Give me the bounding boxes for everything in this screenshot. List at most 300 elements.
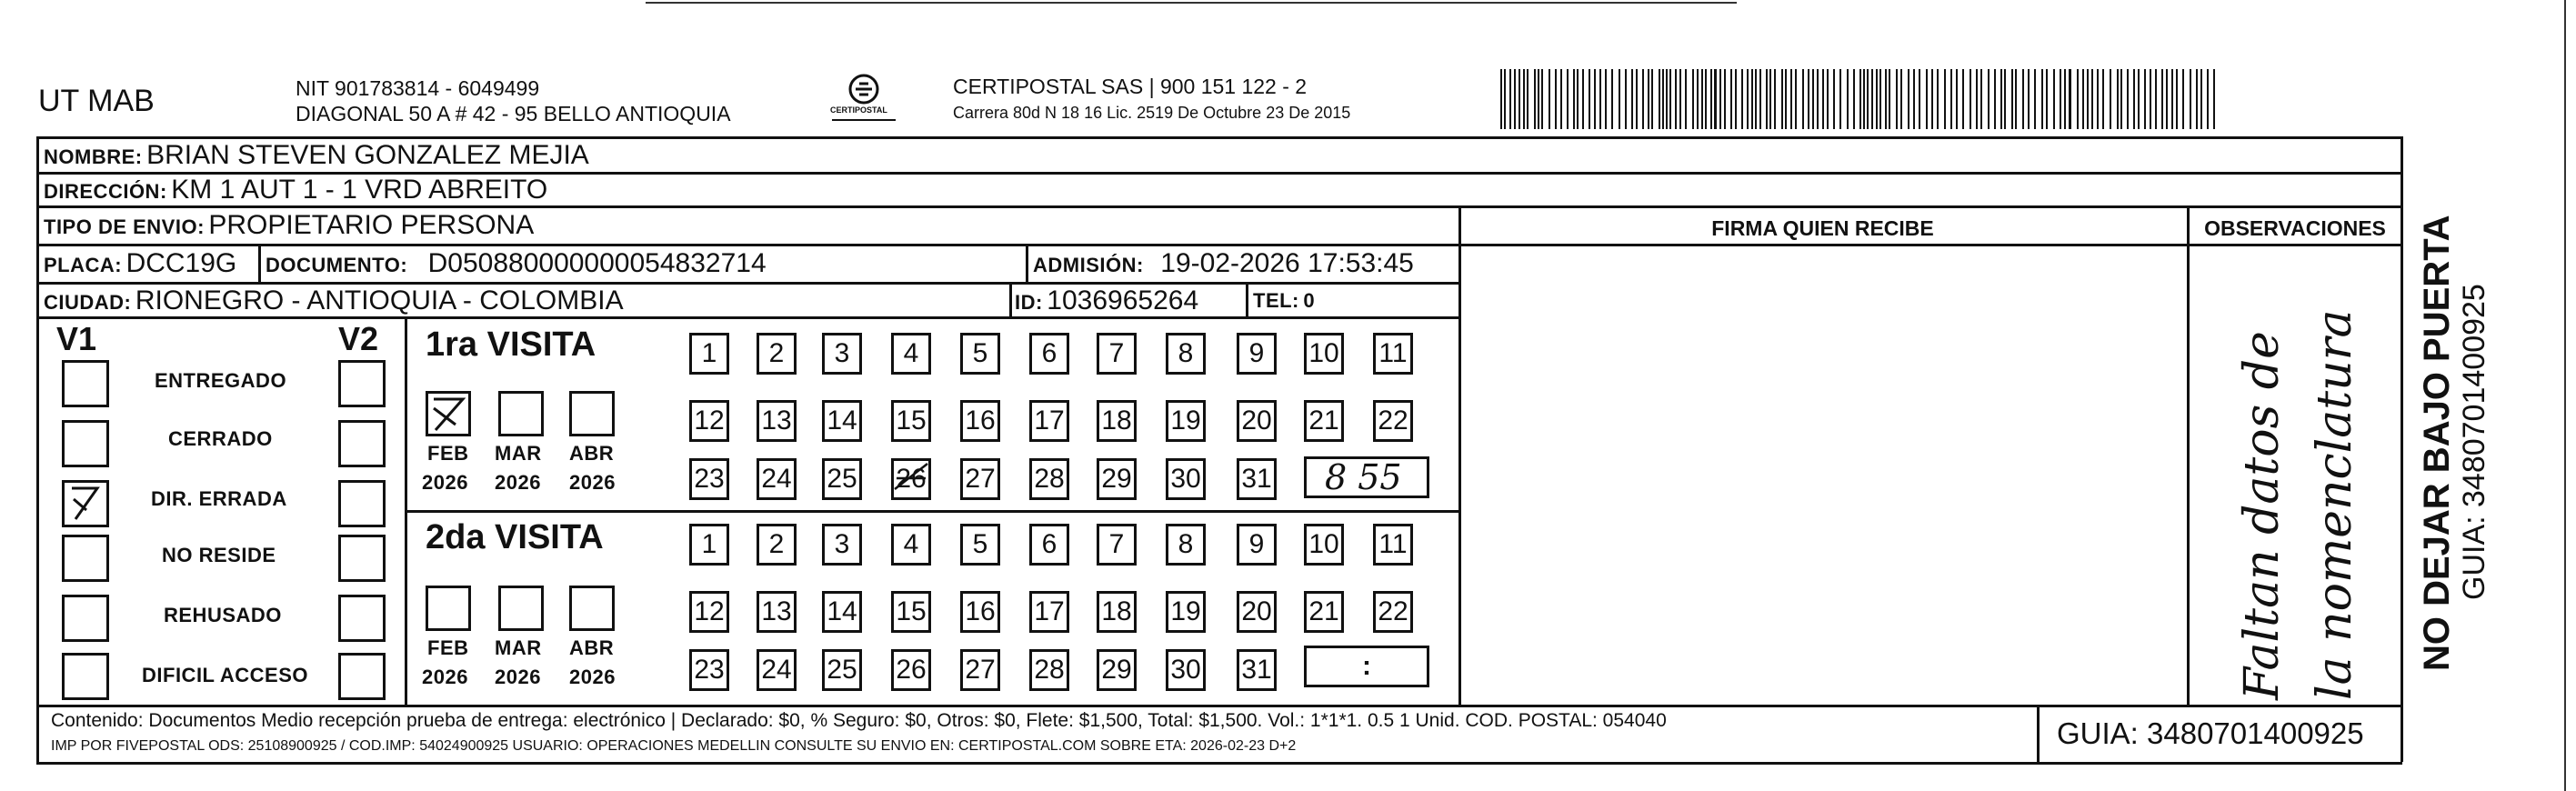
visita1-day-box[interactable]: 29 [1097, 458, 1137, 500]
visita2-day-box[interactable]: 30 [1166, 649, 1206, 691]
barcode-bar [1666, 69, 1668, 129]
barcode-bar [2176, 69, 2178, 129]
barcode-bar [1741, 69, 1743, 129]
ciudad-value: RIONEGRO - ANTIOQUIA - COLOMBIA [135, 285, 624, 315]
visita1-day-box[interactable]: 12 [689, 400, 729, 442]
side-no-dejar: NO DEJAR BAJO PUERTA [2417, 215, 2457, 671]
barcode-bar [1867, 69, 1869, 129]
barcode-bar [2200, 69, 2202, 129]
visita2-checkbox-mar[interactable] [498, 586, 544, 631]
id-label: ID: [1015, 291, 1043, 314]
status-label-no-reside: NO RESIDE [162, 544, 276, 566]
observaciones-label: OBSERVACIONES [2204, 216, 2386, 240]
barcode-bar [2087, 69, 2089, 129]
barcode-bar [1500, 69, 1502, 129]
visita2-day-box[interactable]: 3 [822, 524, 862, 566]
visita2-day-box[interactable]: 9 [1237, 524, 1277, 566]
tipo-envio-value: PROPIETARIO PERSONA [208, 210, 535, 240]
visita2-day-box[interactable]: 15 [891, 591, 931, 633]
visita2-day-box[interactable]: 1 [689, 524, 729, 566]
barcode-bar [1956, 69, 1958, 129]
visita2-day-box[interactable]: 28 [1029, 649, 1069, 691]
v2-checkbox-dir-errada[interactable] [338, 480, 386, 527]
barcode-bar [2196, 69, 2198, 129]
visita1-day-box[interactable]: 25 [822, 458, 862, 500]
status-label-entregado: ENTREGADO [155, 369, 287, 392]
nombre-value: BRIAN STEVEN GONZALEZ MEJIA [146, 140, 589, 170]
status-label-dificil-acceso: DIFICIL ACCESO [142, 664, 309, 686]
documento-label: DOCUMENTO: [266, 254, 408, 276]
visita2-year-abr: 2026 [569, 666, 616, 688]
placa-value: DCC19G [125, 248, 237, 278]
visita2-time-box[interactable] [1304, 646, 1429, 687]
visita2-month-mar: MAR [495, 636, 542, 659]
barcode-bar [1847, 69, 1849, 129]
v2-checkbox-no-reside[interactable] [338, 535, 386, 582]
visita1-day-box[interactable]: 23 [689, 458, 729, 500]
barcode-bar [1636, 69, 1638, 129]
barcode-bar [2155, 69, 2157, 129]
visita1-day-26-strike [891, 456, 931, 496]
barcode-bar [2053, 69, 2055, 129]
barcode-bar [1509, 69, 1511, 129]
form-line [36, 136, 2402, 139]
barcode-bar [1876, 69, 1878, 129]
barcode-bar [1589, 69, 1590, 129]
barcode-bar [1567, 69, 1569, 129]
barcode-bar [2207, 69, 2209, 129]
footer-imp: IMP POR FIVEPOSTAL ODS: 25108900925 / COD.IMP: 54024900925 USUARIO: OPERACIONES MEDELLIN CONSULTE SU ENVIO EN: CERTIPOSTAL.COM SOBRE ETA: 2026-02-23 D+2 [51, 738, 1297, 754]
barcode-bar [2161, 69, 2163, 129]
form-line [2401, 136, 2403, 762]
visita1-day-box[interactable]: 6 [1029, 333, 1069, 375]
visita2-day-box[interactable]: 22 [1373, 591, 1413, 633]
barcode-bar [1950, 69, 1952, 129]
barcode-bar [1988, 69, 1990, 129]
barcode-bar [2138, 69, 2140, 129]
visita2-day-box[interactable]: 26 [891, 649, 931, 691]
certipostal-logo [823, 73, 905, 127]
visita2-day-box[interactable]: 14 [822, 591, 862, 633]
barcode-bar [1519, 69, 1520, 129]
barcode-bar [2213, 69, 2215, 129]
barcode-bar [2117, 69, 2119, 129]
documento-value: D050880000000054832714 [427, 248, 767, 278]
admision-row [1033, 248, 1414, 279]
barcode-bar [1896, 69, 1898, 129]
barcode-bar [1962, 69, 1964, 129]
barcode-bar [1573, 69, 1575, 129]
company-address: DIAGONAL 50 A # 42 - 95 BELLO ANTIOQUIA [296, 102, 731, 125]
visita1-day-box[interactable]: 2 [757, 333, 797, 375]
visita1-day-box[interactable]: 20 [1237, 400, 1277, 442]
barcode-bar [2069, 69, 2071, 129]
visita1-day-box[interactable]: 27 [960, 458, 1000, 500]
visita1-day-box[interactable]: 16 [960, 400, 1000, 442]
barcode-bar [1582, 69, 1584, 129]
id-value: 1036965264 [1047, 285, 1199, 315]
v1-checkbox-rehusado[interactable] [62, 595, 109, 642]
footer-contenido: Contenido: Documentos Medio recepción prueba de entrega: electrónico | Declarado: $0, % Seguro: $0, Otros: $0, Flete: $1,500, Total: $1,500. Vol.: 1*1*1. 0.5 1 Unid. COD. POSTAL: 054040 [51, 710, 1667, 731]
visita2-day-box[interactable]: 31 [1237, 649, 1277, 691]
barcode-bar [1769, 69, 1771, 129]
visita1-day-box[interactable]: 13 [757, 400, 797, 442]
observaciones-handwritten-1: Faltan datos de [2235, 331, 2290, 700]
tel-value: 0 [1303, 289, 1316, 312]
barcode-bar [1812, 69, 1814, 129]
admision-label: ADMISIÓN: [1033, 254, 1144, 276]
id-row [1015, 285, 1198, 316]
visita2-day-box[interactable]: 20 [1237, 591, 1277, 633]
visita2-day-box[interactable]: 12 [689, 591, 729, 633]
barcode-bar [1781, 69, 1783, 129]
barcode-bar [1931, 69, 1933, 129]
v2-checkbox-dificil-acceso[interactable] [338, 653, 386, 700]
barcode-bar [2133, 69, 2135, 129]
ciudad-row [44, 285, 624, 316]
visita1-day-box[interactable]: 24 [757, 458, 797, 500]
form-line [36, 705, 2402, 707]
barcode-bar [1534, 69, 1536, 129]
form-line [1458, 244, 2402, 246]
visita1-day-box[interactable]: 17 [1029, 400, 1069, 442]
visita2-time-value: : [1362, 651, 1371, 681]
barcode-bar [2144, 69, 2146, 129]
v1-checkbox-no-reside[interactable] [62, 535, 109, 582]
barcode-bar [2102, 69, 2104, 129]
visita1-month-feb: FEB [427, 442, 469, 465]
company-nit: NIT 901783814 - 6049499 [296, 76, 540, 100]
barcode-bar [1970, 69, 1971, 129]
barcode-bar [1863, 69, 1865, 129]
visita1-title: 1ra VISITA [426, 325, 596, 364]
barcode-bar [1853, 69, 1855, 129]
visita1-month-abr: ABR [569, 442, 615, 465]
barcode-bar [1790, 69, 1792, 129]
barcode-bar [1785, 69, 1787, 129]
visita1-year-feb: 2026 [422, 471, 468, 494]
visita1-day-box[interactable]: 21 [1304, 400, 1344, 442]
barcode-bar [1751, 69, 1753, 129]
barcode-bar [1631, 69, 1633, 129]
barcode-bar [2041, 69, 2043, 129]
v1-checkbox-entregado[interactable] [62, 360, 109, 407]
checkmark-icon [65, 483, 106, 525]
barcode-bar [1523, 69, 1525, 129]
barcode-bar [1871, 69, 1873, 129]
barcode-bar [1879, 69, 1881, 129]
visita2-day-box[interactable]: 27 [960, 649, 1000, 691]
barcode-bar [1651, 69, 1653, 129]
barcode-bar [1659, 69, 1660, 129]
barcode-bar [1605, 69, 1607, 129]
barcode-bar [1730, 69, 1732, 129]
status-label-rehusado: REHUSADO [164, 604, 282, 626]
right-border-line [2564, 0, 2566, 791]
placa-label: PLACA: [44, 254, 123, 276]
visita2-day-box[interactable]: 10 [1304, 524, 1344, 566]
barcode-bar [2166, 69, 2168, 129]
tel-row [1253, 289, 1315, 313]
visita1-day-box[interactable]: 1 [689, 333, 729, 375]
form-line [1246, 282, 1248, 316]
barcode-bar [1705, 69, 1707, 129]
direccion-value: KM 1 AUT 1 - 1 VRD ABREITO [171, 175, 548, 205]
visita1-month-mar: MAR [495, 442, 542, 465]
visita1-day-box[interactable]: 8 [1166, 333, 1206, 375]
visita1-day-box[interactable]: 4 [891, 333, 931, 375]
checkmark-icon [428, 394, 468, 434]
barcode-bar [1766, 69, 1768, 129]
barcode-bar [2000, 69, 2002, 129]
logo-text: CERTIPOSTAL [830, 105, 887, 115]
barcode-bar [1755, 69, 1757, 129]
barcode-bar [2171, 69, 2173, 129]
footer-guia: GUIA: 3480701400925 [2057, 716, 2364, 750]
barcode-bar [2064, 69, 2066, 129]
company-name: UT MAB [38, 84, 155, 118]
visita1-time-box[interactable] [1304, 456, 1429, 498]
visita1-year-abr: 2026 [569, 471, 616, 494]
visita2-day-box[interactable]: 29 [1097, 649, 1137, 691]
form-line [2037, 705, 2040, 762]
visita2-day-box[interactable]: 8 [1166, 524, 1206, 566]
barcode-bar [2015, 69, 2017, 129]
certipostal-address: Carrera 80d N 18 16 Lic. 2519 De Octubre 23 De 2015 [953, 104, 1351, 122]
barcode-bar [1599, 69, 1601, 129]
barcode-bar [1839, 69, 1841, 129]
visita1-day-box[interactable]: 9 [1237, 333, 1277, 375]
barcode-bar [1697, 69, 1699, 129]
visita1-day-box[interactable]: 15 [891, 400, 931, 442]
barcode-bar [1976, 69, 1978, 129]
barcode-bar [1710, 69, 1712, 129]
visita2-year-feb: 2026 [422, 666, 468, 688]
visita2-day-box[interactable]: 24 [757, 649, 797, 691]
barcode-bar [1774, 69, 1776, 129]
barcode-bar [1980, 69, 1982, 129]
barcode-bar [1549, 69, 1550, 129]
barcode-bar [1514, 69, 1516, 129]
visita1-checkbox-abr[interactable] [569, 391, 615, 436]
form-line [36, 136, 39, 762]
visita1-day-box[interactable]: 18 [1097, 400, 1137, 442]
barcode-bar [1822, 69, 1824, 129]
barcode-bar [1759, 69, 1761, 129]
visita2-day-box[interactable]: 21 [1304, 591, 1344, 633]
visita2-day-box[interactable]: 17 [1029, 591, 1069, 633]
firma-label: FIRMA QUIEN RECIBE [1711, 216, 1934, 240]
form-line [1026, 244, 1028, 282]
visita1-day-box[interactable]: 5 [960, 333, 1000, 375]
v2-checkbox-entregado[interactable] [338, 360, 386, 407]
barcode-bar [2077, 69, 2079, 129]
admision-value: 19-02-2026 17:53:45 [1160, 248, 1414, 278]
tipo-envio-label: TIPO DE ENVIO: [44, 215, 205, 238]
barcode-bar [1833, 69, 1835, 129]
visita1-day-box[interactable]: 3 [822, 333, 862, 375]
visita1-day-box[interactable]: 31 [1237, 458, 1277, 500]
barcode-bar [2150, 69, 2151, 129]
nombre-label: NOMBRE: [44, 145, 143, 168]
visita1-day-box[interactable]: 7 [1097, 333, 1137, 375]
status-label-dir-errada: DIR. ERRADA [151, 487, 287, 510]
v1-checkbox-cerrado[interactable] [62, 420, 109, 467]
barcode-bar [1701, 69, 1703, 129]
visita1-year-mar: 2026 [495, 471, 541, 494]
certipostal-title: CERTIPOSTAL SAS | 900 151 122 - 2 [953, 75, 1308, 98]
v1-checkbox-dir-errada[interactable] [62, 480, 109, 527]
barcode-bar [1648, 69, 1649, 129]
visita2-day-box[interactable]: 18 [1097, 591, 1137, 633]
visita2-day-box[interactable]: 19 [1166, 591, 1206, 633]
visita1-day-box[interactable]: 14 [822, 400, 862, 442]
visita1-day-box[interactable]: 19 [1166, 400, 1206, 442]
visita2-day-box[interactable]: 4 [891, 524, 931, 566]
barcode-bar [1919, 69, 1920, 129]
form-line [36, 244, 1458, 246]
barcode-bar [1889, 69, 1890, 129]
v2-checkbox-cerrado[interactable] [338, 420, 386, 467]
v1-label: V1 [56, 320, 97, 357]
visita2-month-feb: FEB [427, 636, 469, 659]
barcode-bar [1994, 69, 1996, 129]
barcode-bar [1675, 69, 1677, 129]
visita1-day-box[interactable]: 28 [1029, 458, 1069, 500]
barcode-bar [1560, 69, 1562, 129]
barcode-bar [2060, 69, 2061, 129]
visita2-day-box[interactable]: 2 [757, 524, 797, 566]
ciudad-label: CIUDAD: [44, 291, 132, 314]
v2-checkbox-rehusado[interactable] [338, 595, 386, 642]
barcode-bar [2034, 69, 2036, 129]
v2-label: V2 [338, 320, 379, 357]
barcode-bar [1802, 69, 1804, 129]
barcode-bar [1714, 69, 1717, 129]
visita2-month-abr: ABR [569, 636, 615, 659]
visita2-day-box[interactable]: 23 [689, 649, 729, 691]
barcode-bar [1908, 69, 1909, 129]
visita2-day-box[interactable]: 6 [1029, 524, 1069, 566]
placa-row [44, 248, 236, 279]
visita1-time-value: 8 55 [1325, 457, 1402, 497]
visita1-day-box[interactable]: 10 [1304, 333, 1344, 375]
barcode-bar [1913, 69, 1915, 129]
form-line [2187, 205, 2190, 705]
visita2-day-box[interactable]: 11 [1373, 524, 1413, 566]
form-line [1458, 205, 1461, 705]
visita2-title: 2da VISITA [426, 518, 604, 556]
visita1-checkbox-feb[interactable] [426, 391, 471, 436]
barcode-bar [1827, 69, 1829, 129]
direccion-label: DIRECCIÓN: [44, 180, 167, 203]
status-label-cerrado: CERRADO [168, 427, 273, 450]
barcode-bar [1527, 69, 1529, 129]
barcode-bar [1719, 69, 1721, 129]
visita2-day-box[interactable]: 7 [1097, 524, 1137, 566]
visita2-day-box[interactable]: 13 [757, 591, 797, 633]
barcode-bar [2011, 69, 2013, 129]
barcode-bar [1795, 69, 1797, 129]
form-line [36, 205, 2402, 208]
barcode-bar [1662, 69, 1664, 129]
documento-row [266, 248, 767, 279]
barcode-bar [1679, 69, 1681, 129]
form-line [405, 316, 407, 705]
visita2-day-box[interactable]: 16 [960, 591, 1000, 633]
direccion-row [44, 175, 547, 205]
form-line [36, 762, 2402, 765]
barcode-bar [1541, 69, 1543, 129]
barcode-bar [2127, 69, 2129, 129]
form-line [405, 510, 1458, 513]
barcode-bar [2091, 69, 2093, 129]
form-line [258, 244, 261, 282]
barcode-bar [2028, 69, 2030, 129]
tipo-envio-row [44, 210, 534, 241]
barcode-bar [1926, 69, 1928, 129]
tel-label: TEL: [1253, 289, 1299, 312]
visita1-checkbox-mar[interactable] [498, 391, 544, 436]
barcode-bar [2082, 69, 2084, 129]
barcode-bar [1669, 69, 1671, 129]
barcode-bar [1900, 69, 1902, 129]
barcode-bar [1619, 69, 1620, 129]
barcode-bar [1692, 69, 1694, 129]
barcode-bar [1859, 69, 1861, 129]
barcode-bar [2097, 69, 2099, 129]
barcode-bar [1735, 69, 1737, 129]
barcode-bar [1642, 69, 1644, 129]
top-border-line [646, 2, 1737, 4]
visita2-day-box[interactable]: 25 [822, 649, 862, 691]
v1-checkbox-dificil-acceso[interactable] [62, 653, 109, 700]
barcode-bar [2022, 69, 2024, 129]
visita1-day-box[interactable]: 30 [1166, 458, 1206, 500]
barcode-bar [2190, 69, 2191, 129]
visita2-day-box[interactable]: 5 [960, 524, 1000, 566]
visita1-day-box[interactable]: 22 [1373, 400, 1413, 442]
barcode-bar [2120, 69, 2122, 129]
barcode-bar [1685, 69, 1687, 129]
observaciones-handwritten-2: la nomenclatura [2308, 309, 2362, 700]
barcode-bar [1944, 69, 1946, 129]
visita1-day-box[interactable]: 11 [1373, 333, 1413, 375]
visita2-checkbox-feb[interactable] [426, 586, 471, 631]
visita2-checkbox-abr[interactable] [569, 586, 615, 631]
barcode-bar [1538, 69, 1539, 129]
barcode-bar [1555, 69, 1557, 129]
barcode-bar [1611, 69, 1613, 129]
barcode-bar [1504, 69, 1506, 129]
barcode-bar [2182, 69, 2184, 129]
side-guia: GUIA: 3480701400925 [2457, 284, 2491, 600]
barcode-bar [1885, 69, 1887, 129]
barcode-bar [1577, 69, 1579, 129]
barcode-bar [1817, 69, 1819, 129]
barcode-bar [1808, 69, 1809, 129]
form-line [36, 316, 1458, 319]
barcode-bar [1594, 69, 1596, 129]
barcode-bar [2110, 69, 2111, 129]
barcode-bar [1724, 69, 1726, 129]
barcode [1498, 69, 2220, 129]
barcode-bar [1625, 69, 1627, 129]
visita2-year-mar: 2026 [495, 666, 541, 688]
barcode-bar [1747, 69, 1749, 129]
form-line [1009, 282, 1012, 316]
nombre-row [44, 140, 589, 171]
